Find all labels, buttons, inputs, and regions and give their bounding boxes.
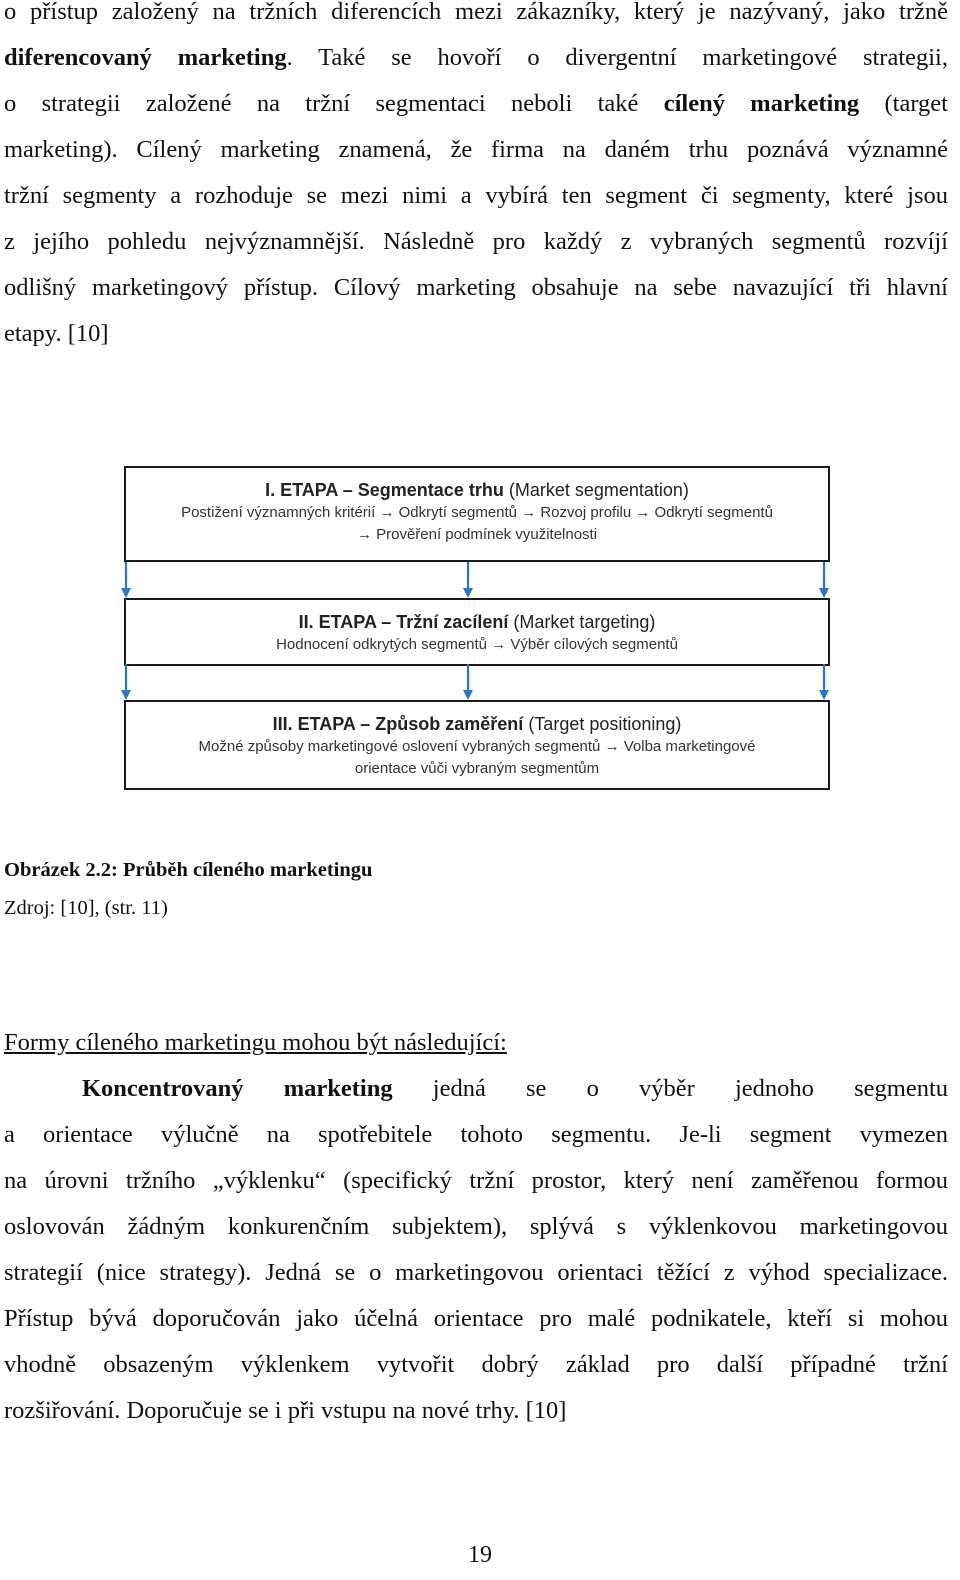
paragraph-line (82, 1066, 948, 1112)
stage-title-rest: (Market targeting) (508, 612, 656, 632)
stage-3-box (124, 700, 830, 790)
stage-3-line-1: Možné způsoby marketingové oslovení vybraných segmentů → Volba marketingové (198, 738, 756, 755)
stage-2-line-1: Hodnocení odkrytých segmentů → Výběr cílových segmentů (276, 636, 678, 653)
down-arrow-icon (819, 562, 829, 598)
paragraph-line: etapy. [10] (4, 320, 109, 347)
paragraph-line: na úrovni tržního „výklenku“ (specifický tržní prostor, který není zaměřenou formou (4, 1167, 948, 1194)
stage-2-box (124, 598, 830, 666)
text-run: jedná se o výběr jednoho segmentu (432, 1075, 948, 1102)
marketing-stages-diagram (108, 466, 840, 792)
stage-title-rest: (Market segmentation) (503, 480, 689, 500)
paragraph-line: z jejího pohledu nejvýznamnější. Následně pro každý z vybraných segmentů rozvíjí (4, 228, 948, 255)
bold-term: cílený marketing (663, 90, 860, 117)
stage-3-line-2: orientace vůči vybraným segmentům (354, 760, 600, 777)
down-arrow-icon (819, 664, 829, 700)
stage-1-line-2: → Prověření podmínek využitelnosti (356, 526, 598, 543)
bold-term: diferencovaný marketing (4, 44, 287, 71)
paragraph-line (4, 81, 948, 127)
text-run: o strategii založené na tržní segmentaci neboli také (4, 90, 639, 117)
text-run: . Také se hovoří o divergentní marketingové strategii, (286, 44, 948, 71)
paragraph-line: a orientace výlučně na spotřebitele tohoto segmentu. Je-li segment vymezen (4, 1121, 948, 1148)
stage-title-rest: (Target positioning) (523, 714, 682, 734)
paragraph-line: tržní segmenty a rozhoduje se mezi nimi a vybírá ten segment či segmenty, které jsou (4, 182, 948, 209)
stage-title-bold: I. ETAPA – Segmentace trhu (265, 480, 504, 500)
paragraph-line: strategií (nice strategy). Jedná se o marketingovou orientaci těžící z výhod specializace. (4, 1259, 948, 1286)
down-arrow-icon (463, 664, 473, 700)
page-number: 19 (468, 1542, 492, 1568)
figure-caption: Obrázek 2.2: Průběh cíleného marketingu (4, 859, 373, 881)
paragraph-line: o přístup založený na tržních diferencích mezi zákazníky, který je nazývaný, jako tržně (4, 0, 948, 25)
paragraph-line: oslovován žádným konkurenčním subjektem), splývá s výklenkovou marketingovou (4, 1213, 948, 1240)
text-run: (target (884, 90, 948, 117)
stage-1-title (126, 478, 828, 502)
down-arrow-icon (121, 562, 131, 598)
stage-3-title (126, 712, 828, 736)
paragraph-line: vhodně obsazeným výklenkem vytvořit dobrý základ pro další případné tržní (4, 1351, 948, 1378)
stage-1-box (124, 466, 830, 562)
section-heading: Formy cíleného marketingu mohou být následující: (4, 1029, 507, 1056)
paragraph-line: odlišný marketingový přístup. Cílový marketing obsahuje na sebe navazující tři hlavní (4, 274, 948, 301)
bold-term: Koncentrovaný marketing (82, 1075, 393, 1102)
stage-title-bold: III. ETAPA – Způsob zaměření (272, 714, 524, 734)
figure-source: Zdroj: [10], (str. 11) (4, 897, 168, 919)
paragraph-line: rozšiřování. Doporučuje se i při vstupu na nové trhy. [10] (4, 1397, 567, 1424)
paragraph-line: marketing). Cílený marketing znamená, že firma na daném trhu poznává významné (4, 136, 948, 163)
down-arrow-icon (121, 664, 131, 700)
stage-title-bold: II. ETAPA – Tržní zacílení (298, 612, 509, 632)
stage-1-line-1: Postižení významných kritérií → Odkrytí segmentů → Rozvoj profilu → Odkrytí segmentů (181, 504, 773, 521)
down-arrow-icon (463, 562, 473, 598)
paragraph-line (4, 35, 948, 81)
paragraph-line: Přístup bývá doporučován jako účelná orientace pro malé podnikatele, kteří si mohou (4, 1305, 948, 1332)
stage-2-title (126, 610, 828, 634)
